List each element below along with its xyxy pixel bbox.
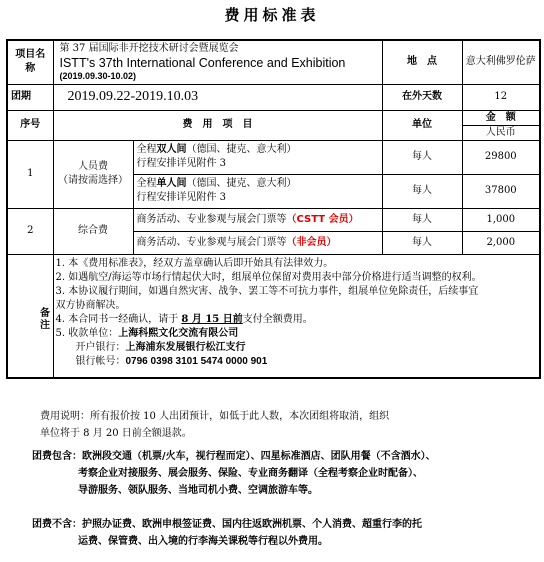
account-label: 银行帐号： [75,355,126,367]
note-2: 2. 如遇航空/海运等市场行情起伏大时，组展单位保留对费用表中部分价格进行适当调整的权利。 [55,271,482,283]
project-row [7,40,540,84]
excludes-label: 团费不含： [32,519,82,530]
project-name-cn: 第 37 届国际非开挖技术研讨会暨展览会 [59,43,239,55]
row1-item1-amount: 29800 [462,140,540,174]
col-item: 费 用 项 目 [53,110,382,140]
row1-item2-unit: 每人 [382,174,462,208]
row1-item2-room: 单人间 [156,178,187,189]
row1-item1-room: 双人间 [156,144,187,155]
col-no: 序号 [7,110,53,140]
notes-label: 备注 [7,254,53,378]
project-label: 项目名称 [7,40,53,84]
project-name-en: ISTT's 37th International Conference and Exhibition [59,56,346,71]
row1-category [53,140,133,208]
group-period: 2019.09.22-2019.10.03 [53,84,382,110]
excludes-block [32,516,538,550]
row2-item1 [7,208,540,231]
payee: 上海科熙文化交流有限公司 [118,327,239,339]
row2-no: 2 [7,208,53,254]
row1-item2-pre: 全程 [136,178,157,189]
header-row [7,110,540,140]
note-3a: 3. 本协议履行期间，如遇自然灾害、战争、罢工等不可抗力事件，组展单位免除责任，后续事宜 [55,285,479,297]
days-label: 在外天数 [382,84,462,110]
col-unit: 单位 [382,110,462,140]
notes-row [7,254,540,378]
notes-body [53,254,540,378]
note-5: 5. 收款单位： [55,327,119,339]
row1-category-l1: 人员费 [78,161,108,172]
row2-item2-desc [133,231,382,254]
includes-block [32,448,538,499]
page-title: 费用标准表 [224,6,320,24]
includes-label: 团费包含： [32,451,82,462]
row2-item2-amount: 2,000 [462,231,540,254]
days-value: 12 [462,84,540,110]
row1-category-l2: （请按需选择） [58,175,128,186]
bank-name: 上海浦东发展银行松江支行 [125,341,246,353]
row2-item2-text: 商务活动、专业参观与展会门票等 [136,236,287,248]
bank-label: 开户银行： [75,341,126,353]
note-4-post: 支付全额费用。 [242,313,313,325]
fee-note-l1: 费用说明：所有报价按 10 人出团预计，如低于此人数，本次团组将取消，组织 [40,411,390,422]
group-row [7,84,540,110]
row2-item1-unit: 每人 [382,208,462,231]
row1-item1 [7,140,540,174]
row2-item1-tag: （CSTT 会员） [286,213,359,225]
excludes-l1: 护照办证费、欧洲申根签证费、国内往返欧洲机票、个人消费、超重行李的托 [82,519,422,530]
row1-item2-amount: 37800 [462,174,540,208]
row1-no: 1 [7,140,53,208]
project-dates: (2019.09.30-10.02) [59,71,137,82]
note-1: 1. 本《费用标准表》，经双方盖章确认后即开始具有法律效力。 [55,257,334,269]
col-amount [462,110,540,140]
project-name-cell [53,40,382,84]
col-amount-label: 金 额 [463,111,540,126]
col-currency: 人民币 [485,126,516,138]
row2-item1-desc [133,208,382,231]
fee-explanation [40,408,538,442]
group-label: 团期 [7,84,53,110]
row1-item1-post: （德国、捷克、意大利） [186,144,297,155]
row1-item1-pre: 全程 [136,144,157,155]
row1-item2-sub: 行程安排详见附件 3 [136,192,227,203]
note-3b: 双方协商解决。 [55,299,126,311]
includes-l3: 导游服务、领队服务、当地司机小费、空调旅游车等。 [78,485,318,496]
location-value: 意大利佛罗伦萨 [462,40,540,84]
location-label: 地 点 [382,40,462,84]
row1-item2-desc [133,174,382,208]
fee-table [6,39,541,379]
row2-item2-tag: （非会员） [286,236,337,248]
excludes-l2: 运费、保管费、出入境的行李海关课税等行程以外费用。 [78,536,328,547]
row2-item1-amount: 1,000 [462,208,540,231]
row2-category: 综合费 [53,208,133,254]
includes-l2: 考察企业对接服务、展会服务、保险、专业商务翻译（全程考察企业时配备）、 [78,468,423,479]
row2-item2-unit: 每人 [382,231,462,254]
includes-l1: 欧洲段交通（机票/火车，视行程而定）、四星标准酒店、团队用餐（不含酒水）、 [82,451,436,462]
row1-item1-desc [133,140,382,174]
note-4-date: 8 月 15 日前 [181,313,243,325]
account-number: 0796 0398 3101 5474 0000 901 [125,355,268,367]
row1-item2-post: （德国、捷克、意大利） [186,178,297,189]
row1-item1-unit: 每人 [382,140,462,174]
row1-item1-sub: 行程安排详见附件 3 [136,158,227,169]
note-4-pre: 4. 本合同书一经确认，请于 [55,313,182,325]
row2-item1-text: 商务活动、专业参观与展会门票等 [136,213,287,225]
fee-note-l2: 单位将于 8 月 20 日前全额退款。 [40,428,192,439]
